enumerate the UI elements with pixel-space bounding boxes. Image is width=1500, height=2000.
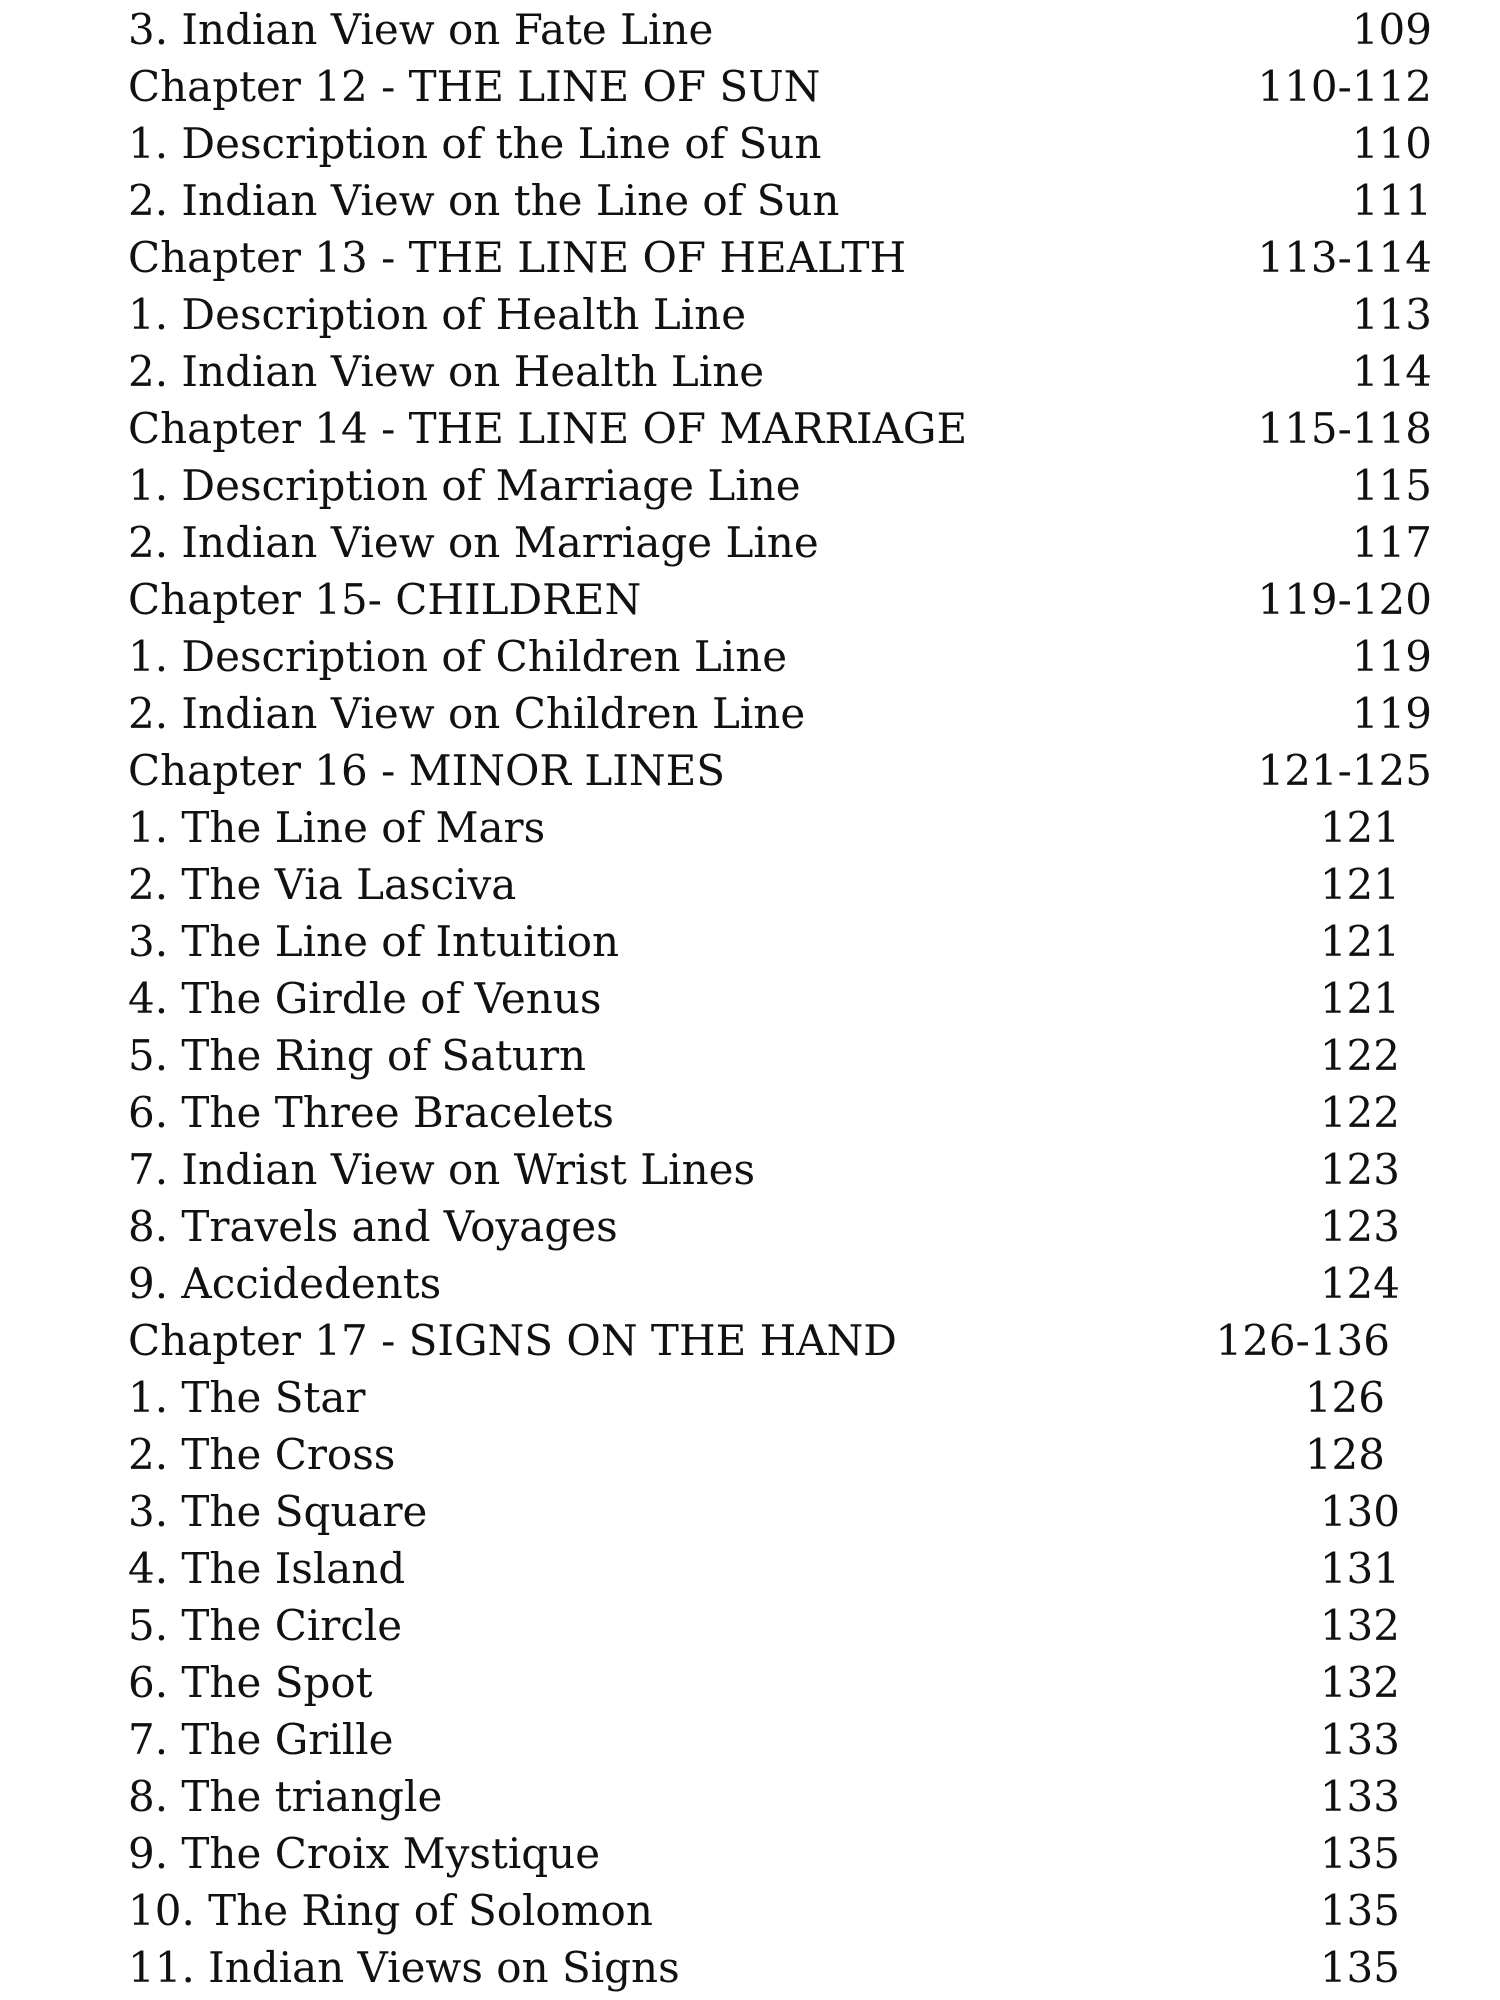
entry-title: 7. The Grille <box>128 1715 394 1764</box>
page-number: 132 <box>1319 1658 1400 1707</box>
page-number: 122 <box>1319 1088 1400 1137</box>
page-number: 121 <box>1319 917 1400 966</box>
page-number: 110 <box>1351 119 1432 168</box>
page-number: 128 <box>1304 1430 1385 1479</box>
toc-entry-row <box>0 857 1500 913</box>
entry-title: 3. The Line of Intuition <box>128 917 620 966</box>
page-number: 123 <box>1319 1145 1400 1194</box>
page-number: 121 <box>1319 974 1400 1023</box>
toc-entry-row <box>0 1826 1500 1882</box>
toc-entry-row <box>0 1028 1500 1084</box>
page-number: 119 <box>1351 689 1432 738</box>
page-number: 117 <box>1351 518 1432 567</box>
entry-title: 1. The Star <box>128 1373 366 1422</box>
toc-chapter-row <box>0 743 1500 799</box>
toc-entry-row <box>0 515 1500 571</box>
toc-entry-row <box>0 1256 1500 1312</box>
toc-entry-row <box>0 1427 1500 1483</box>
toc-entry-row <box>0 1484 1500 1540</box>
toc-entry-row <box>0 1199 1500 1255</box>
entry-title: 7. Indian View on Wrist Lines <box>128 1145 756 1194</box>
entry-title: 9. The Croix Mystique <box>128 1829 601 1878</box>
entry-title: 3. Indian View on Fate Line <box>128 5 714 54</box>
page-number: 115 <box>1351 461 1432 510</box>
page-number: 113 <box>1351 290 1432 339</box>
entry-title: 8. The triangle <box>128 1772 443 1821</box>
page-number: 119 <box>1351 632 1432 681</box>
page-number: 110-112 <box>1257 62 1432 111</box>
toc-entry-row <box>0 1883 1500 1939</box>
entry-title: 2. Indian View on the Line of Sun <box>128 176 840 225</box>
entry-title: 8. Travels and Voyages <box>128 1202 618 1251</box>
page-number: 122 <box>1319 1031 1400 1080</box>
page-number: 135 <box>1319 1829 1400 1878</box>
page-number: 121 <box>1319 803 1400 852</box>
page-number: 109 <box>1351 5 1432 54</box>
entry-title: 1. Description of Marriage Line <box>128 461 801 510</box>
entry-title: 6. The Three Bracelets <box>128 1088 614 1137</box>
toc-entry-row <box>0 971 1500 1027</box>
toc-entry-row <box>0 116 1500 172</box>
entry-title: 2. The Cross <box>128 1430 396 1479</box>
toc-entry-row <box>0 629 1500 685</box>
chapter-title: Chapter 13 - THE LINE OF HEALTH <box>128 233 907 282</box>
entry-title: 4. The Girdle of Venus <box>128 974 602 1023</box>
page-number: 121-125 <box>1257 746 1432 795</box>
toc-entry-row <box>0 1142 1500 1198</box>
page-number: 123 <box>1319 1202 1400 1251</box>
toc-entry-row <box>0 1769 1500 1825</box>
page-number: 115-118 <box>1257 404 1432 453</box>
entry-title: 2. The Via Lasciva <box>128 860 517 909</box>
page-number: 133 <box>1319 1772 1400 1821</box>
entry-title: 9. Accidedents <box>128 1259 442 1308</box>
entry-title: 4. The Island <box>128 1544 406 1593</box>
chapter-title: Chapter 15- CHILDREN <box>128 575 642 624</box>
page-number: 132 <box>1319 1601 1400 1650</box>
entry-title: 2. Indian View on Marriage Line <box>128 518 819 567</box>
entry-title: 11. Indian Views on Signs <box>128 1943 680 1992</box>
toc-entry-row <box>0 686 1500 742</box>
toc-entry-row <box>0 914 1500 970</box>
toc-entry-row <box>0 1598 1500 1654</box>
page-number: 114 <box>1351 347 1432 396</box>
chapter-title: Chapter 16 - MINOR LINES <box>128 746 726 795</box>
page-number: 126 <box>1304 1373 1385 1422</box>
chapter-title: Chapter 12 - THE LINE OF SUN <box>128 62 821 111</box>
entry-title: 1. Description of the Line of Sun <box>128 119 822 168</box>
page-number: 113-114 <box>1257 233 1432 282</box>
toc-chapter-row <box>0 59 1500 115</box>
toc-entry-row <box>0 344 1500 400</box>
chapter-title: Chapter 17 - SIGNS ON THE HAND <box>128 1316 897 1365</box>
entry-title: 6. The Spot <box>128 1658 373 1707</box>
toc-entry-row <box>0 1655 1500 1711</box>
toc-entry-row <box>0 173 1500 229</box>
page-number: 135 <box>1319 1886 1400 1935</box>
toc-entry-row <box>0 458 1500 514</box>
entry-title: 1. Description of Children Line <box>128 632 788 681</box>
toc-entry-row <box>0 1541 1500 1597</box>
toc-chapter-row <box>0 401 1500 457</box>
entry-title: 2. Indian View on Health Line <box>128 347 765 396</box>
toc-entry-row <box>0 2 1500 58</box>
entry-title: 2. Indian View on Children Line <box>128 689 806 738</box>
chapter-title: Chapter 14 - THE LINE OF MARRIAGE <box>128 404 968 453</box>
page-number: 126-136 <box>1215 1316 1390 1365</box>
entry-title: 10. The Ring of Solomon <box>128 1886 653 1935</box>
toc-entry-row <box>0 1940 1500 1996</box>
toc-entry-row <box>0 1370 1500 1426</box>
page-number: 133 <box>1319 1715 1400 1764</box>
page-number: 124 <box>1319 1259 1400 1308</box>
entry-title: 1. Description of Health Line <box>128 290 747 339</box>
entry-title: 5. The Ring of Saturn <box>128 1031 587 1080</box>
page-number: 121 <box>1319 860 1400 909</box>
page-number: 119-120 <box>1257 575 1432 624</box>
toc-chapter-row <box>0 1313 1500 1369</box>
entry-title: 5. The Circle <box>128 1601 403 1650</box>
page-number: 135 <box>1319 1943 1400 1992</box>
toc-entry-row <box>0 287 1500 343</box>
page-number: 131 <box>1319 1544 1400 1593</box>
entry-title: 3. The Square <box>128 1487 428 1536</box>
page-number: 111 <box>1351 176 1432 225</box>
toc-entry-row <box>0 800 1500 856</box>
entry-title: 1. The Line of Mars <box>128 803 546 852</box>
toc-entry-row <box>0 1712 1500 1768</box>
toc-chapter-row <box>0 572 1500 628</box>
page-number: 130 <box>1319 1487 1400 1536</box>
toc-entry-row <box>0 1085 1500 1141</box>
toc-chapter-row <box>0 230 1500 286</box>
